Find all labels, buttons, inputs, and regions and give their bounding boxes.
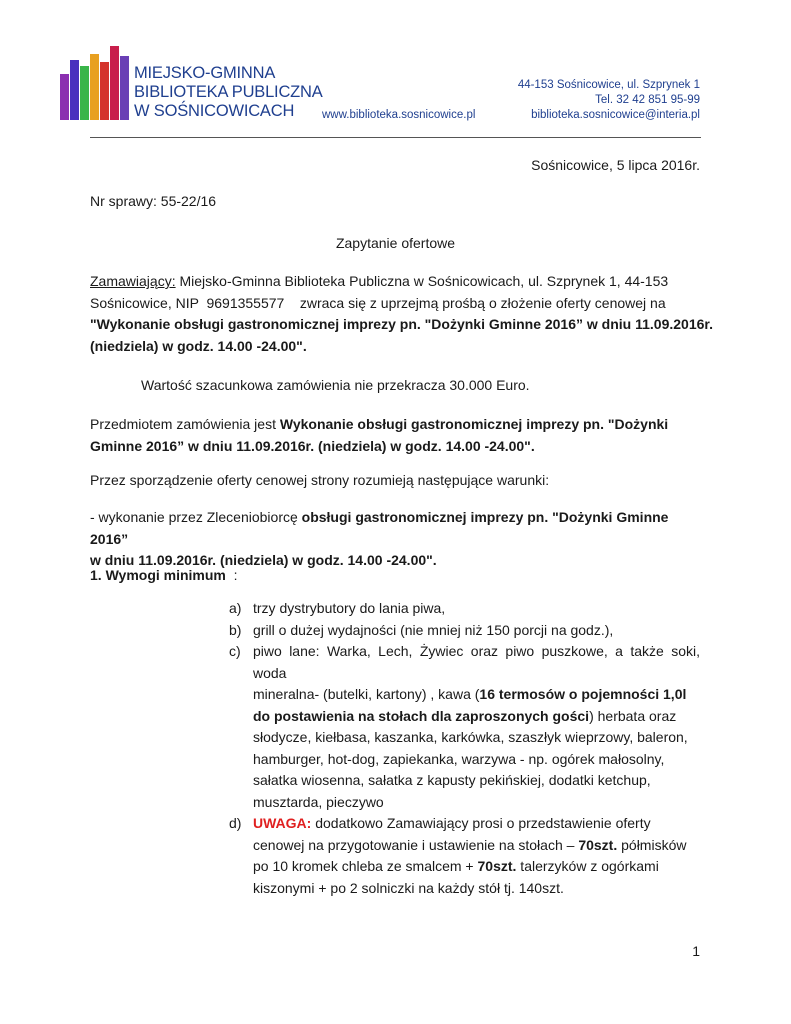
page-number: 1	[692, 943, 700, 959]
header-email-link[interactable]: biblioteka.sosnicowice@interia.pl	[531, 109, 700, 121]
list-marker-a: a)	[229, 600, 242, 616]
list-item-a	[229, 598, 700, 620]
list-c-line-7: musztarda, pieczywo	[253, 793, 384, 810]
execution-bold-2: w dniu 11.09.2016r. (niedziela) w godz. 14.00 -24.00".	[90, 552, 437, 568]
list-c-line-6: sałatka wiosenna, sałatka z kapusty pekińskiej, dodatki ketchup,	[253, 772, 651, 788]
logo-bar-5	[100, 62, 109, 120]
list-c-line-2-pre: mineralna- (butelki, kartony) , kawa (	[253, 686, 480, 702]
logo-bar-2	[70, 60, 79, 120]
orderer-line-1: Miejsko-Gminna Biblioteka Publiczna w Sośnicowicach, ul. Szprynek 1, 44-153	[175, 273, 669, 289]
event-name-line-1: "Wykonanie obsługi gastronomicznej imprezy pn. "Dożynki Gminne 2016” w dniu 11.09.2016r.	[90, 316, 713, 332]
header-website-link[interactable]: www.biblioteka.sosnicowice.pl	[322, 109, 476, 121]
orderer-line-2: Sośnicowice, NIP 9691355577 zwraca się z uprzejmą prośbą o złożenie oferty cenowej na	[90, 294, 666, 311]
logo-bar-1	[60, 74, 69, 120]
case-number: Nr sprawy: 55-22/16	[90, 193, 217, 209]
list-item-d	[229, 813, 700, 899]
logo-bar-7	[120, 56, 129, 120]
library-logo	[60, 46, 130, 120]
logo-line-3: W SOŚNICOWICACH	[134, 102, 295, 120]
subject-prefix: Przedmiotem zamówienia jest	[90, 416, 280, 432]
list-d-line-3-bold: 70szt.	[477, 858, 517, 874]
list-c-line-3-post: ) herbata oraz	[589, 707, 677, 724]
list-text-b: grill o dużej wydajności (nie mniej niż 150 porcji na godz.),	[253, 621, 614, 638]
warning-label: UWAGA:	[253, 815, 312, 831]
list-d-line-4: kiszonymi + po 2 solniczki na każdy stół tj. 140szt.	[253, 879, 564, 896]
logo-bar-6	[110, 46, 119, 120]
logo-wordmark	[134, 64, 323, 121]
execution-bold-1: obsługi gastronomicznej imprezy pn. "Dożynki Gminne 2016”	[90, 509, 669, 547]
section-1-heading	[90, 565, 238, 587]
event-name-line-2: (niedziela) w godz. 14.00 -24.00".	[90, 337, 307, 354]
list-d-line-1: dodatkowo Zamawiający prosi o przedstawienie oferty	[311, 815, 651, 831]
list-c-line-5: hamburger, hot-dog, zapiekanka, warzywa - np. ogórek małosolny,	[253, 750, 665, 767]
section-1-colon: :	[225, 567, 238, 583]
section-1-title: 1. Wymogi minimum	[90, 567, 226, 583]
conditions-intro: Przez sporządzenie oferty cenowej strony rozumieją następujące warunki:	[90, 472, 550, 488]
list-marker-b: b)	[229, 621, 242, 638]
estimated-value-note: Wartość szacunkowa zamówienia nie przekracza 30.000 Euro.	[141, 377, 530, 393]
list-text-a: trzy dystrybutory do lania piwa,	[253, 600, 446, 616]
orderer-label: Zamawiający:	[90, 273, 176, 289]
execution-prefix: - wykonanie przez Zleceniobiorcę	[90, 509, 302, 525]
execution-paragraph	[90, 507, 701, 572]
list-c-line-2-bold: 16 termosów o pojemności 1,0l	[479, 686, 687, 702]
list-d-line-2-pre: cenowej na przygotowanie i ustawienie na stołach –	[253, 836, 579, 853]
list-item-b	[229, 620, 700, 642]
orderer-paragraph	[90, 271, 713, 357]
letter-title: Zapytanie ofertowe	[335, 235, 456, 251]
logo-line-1: MIEJSKO-GMINNA	[134, 64, 276, 82]
list-d-line-3-pre: po 10 kromek chleba ze smalcem +	[253, 858, 478, 874]
header-divider	[90, 137, 701, 138]
header-address: 44-153 Sośnicowice, ul. Szprynek 1	[517, 79, 700, 91]
list-d-line-3-post: talerzyków z ogórkami	[516, 858, 659, 874]
subject-paragraph	[90, 414, 701, 457]
list-d-line-2-post: półmisków	[617, 836, 687, 853]
list-c-line-1: piwo lane: Warka, Lech, Żywiec oraz piwo puszkowe, a także soki, woda	[253, 643, 700, 681]
requirements-list	[229, 598, 700, 899]
subject-bold-1: Wykonanie obsługi gastronomicznej imprezy pn. "Dożynki	[279, 416, 669, 432]
list-c-line-4: słodycze, kiełbasa, kaszanka, karkówka, szaszłyk wieprzowy, baleron,	[253, 729, 688, 745]
subject-bold-2: Gminne 2016” w dniu 11.09.2016r. (niedziela) w godz. 14.00 -24.00".	[90, 437, 535, 454]
logo-line-2: BIBLIOTEKA PUBLICZNA	[134, 83, 323, 101]
logo-bar-3	[80, 66, 89, 120]
list-marker-d: d)	[229, 815, 242, 831]
list-d-line-2-bold: 70szt.	[578, 836, 618, 853]
header-phone: Tel. 32 42 851 95-99	[595, 94, 700, 106]
list-marker-c: c)	[229, 643, 241, 659]
logo-bar-4	[90, 54, 99, 120]
letter-date: Sośnicowice, 5 lipca 2016r.	[531, 157, 700, 173]
list-item-c	[229, 641, 700, 813]
list-c-line-3-bold: do postawienia na stołach dla zaproszonych gości	[253, 707, 590, 724]
